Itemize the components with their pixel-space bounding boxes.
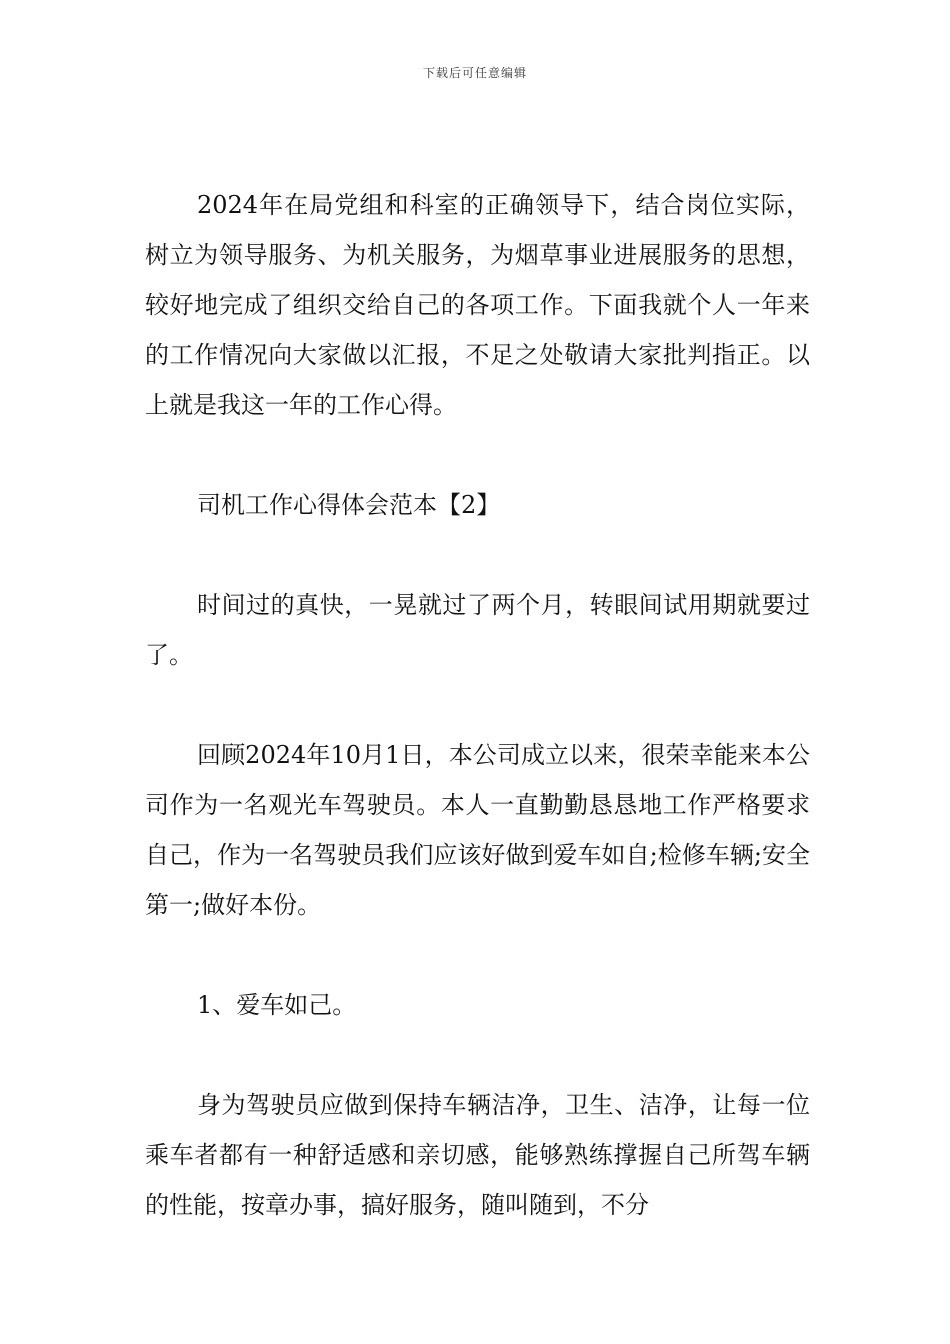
section-heading: 司机工作心得体会范本【2】 <box>197 491 501 519</box>
paragraph-time-flies: 时间过的真快，一晃就过了两个月，转眼间试用期就要过了。 <box>145 591 810 669</box>
paragraph-gap <box>145 430 810 480</box>
paragraph-gap <box>145 680 810 730</box>
paragraph-gap <box>145 1030 810 1080</box>
paragraph-driver-duties: 身为驾驶员应做到保持车辆洁净，卫生、洁净，让每一位乘车者都有一种舒适感和亲切感，能够熟练撑握自己所驾车辆的性能，按章办事，搞好服务，随叫随到，不分 <box>145 1091 810 1219</box>
paragraph-gap <box>145 930 810 980</box>
paragraph-review: 回顾2024年10月1日，本公司成立以来，很荣幸能来本公司作为一名观光车驾驶员。本人一直勤勤恳恳地工作严格要求自己，作为一名驾驶员我们应该好做到爱车如自;检修车辆;安全第一;做好本份。 <box>145 741 810 919</box>
list-item-heading: 1、爱车如己。 <box>197 991 357 1019</box>
paragraph-work-summary: 2024年在局党组和科室的正确领导下，结合岗位实际，树立为领导服务、为机关服务，为烟草事业进展服务的思想，较好地完成了组织交给自己的各项工作。下面我就个人一年来的工作情况向大家做以汇报，不足之处敬请大家批判指正。以上就是我这一年的工作心得。 <box>145 191 810 419</box>
document-body <box>145 180 810 1230</box>
paragraph-gap <box>145 530 810 580</box>
page-header: 下载后可任意编辑 <box>422 66 527 80</box>
